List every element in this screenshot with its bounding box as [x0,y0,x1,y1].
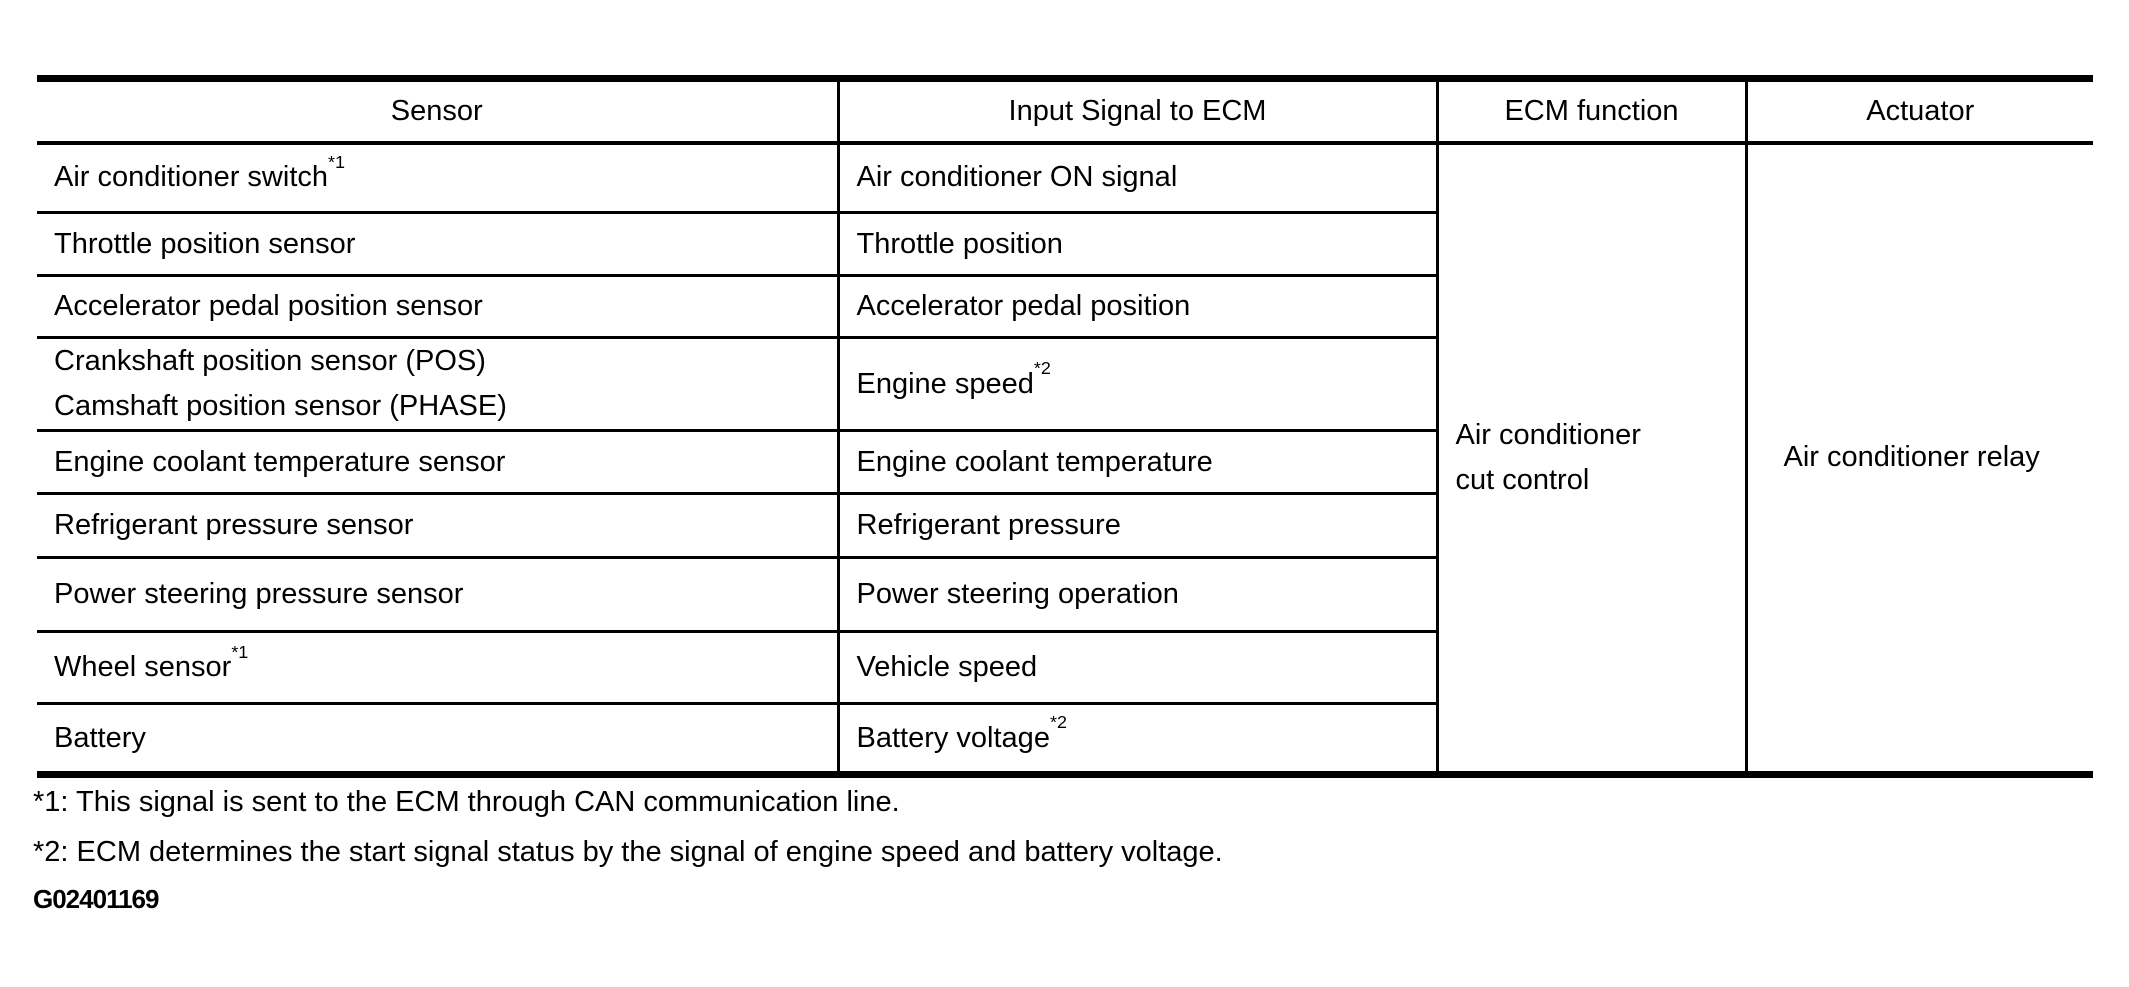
sensor-label: Wheel sensor [54,651,232,683]
actuator-cell [1746,143,2093,775]
ecm-function-cell [1437,143,1746,775]
input-signal-cell [838,494,1437,558]
table-header [37,79,2093,143]
sensor-text [54,339,837,384]
header-actuator: Actuator [1746,79,2093,143]
input-signal-text [856,358,1436,407]
input-signal-label: Accelerator pedal position [856,290,1191,322]
sensor-text [54,222,837,267]
sensor-label: Throttle position sensor [54,227,356,260]
input-signal-cell [838,704,1437,775]
sensor-label: Crankshaft position sensor (POS) [54,345,486,377]
header-row [37,79,2093,143]
footnote-2: *2: ECM determines the start signal status by the signal of engine speed and battery voltage. [33,836,1223,868]
input-signal-label: Air conditioner ON signal [856,161,1178,194]
table-body [37,143,2093,775]
ecm-table-wrapper [37,75,2093,778]
sensor-cell [37,431,838,494]
actuator-label: Air conditioner relay [1783,441,2040,474]
input-signal-text [857,440,1436,485]
sensor-text [54,152,837,200]
input-signal-cell [838,431,1437,494]
footnote-1: *1: This signal is sent to the ECM through CAN communication line. [33,786,900,818]
sensor-cell [37,558,838,632]
sensor-cell [37,494,838,558]
input-signal-cell [838,558,1437,632]
sensor-text [54,572,837,617]
sensor-label: Battery [54,721,146,754]
input-signal-text [857,222,1436,267]
input-signal-text [856,712,1436,761]
table-row [37,143,2093,213]
ecm-function-line2: cut control [1455,463,1590,496]
input-signal-cell [838,338,1437,431]
header-sensor: Sensor [37,79,838,143]
sensor-label-line2: Camshaft position sensor (PHASE) [54,390,507,422]
sensor-label: Air conditioner switch [54,161,328,194]
input-signal-label: Battery voltage [856,721,1050,754]
sensor-text [54,503,837,548]
input-signal-cell [838,276,1437,338]
sensor-label: Refrigerant pressure sensor [54,509,414,541]
input-signal-cell [838,632,1437,704]
footnote-marker: *2 [1033,358,1051,379]
sensor-cell [37,338,838,431]
input-signal-label: Vehicle speed [856,651,1038,683]
sensor-label: Accelerator pedal position sensor [54,290,483,322]
input-signal-label: Engine speed [856,367,1034,400]
footnote-marker: *2 [1049,712,1067,733]
sensor-text [54,284,837,329]
figure-id: G02401169 [33,884,159,914]
sensor-cell [37,143,838,213]
input-signal-text [857,503,1436,548]
input-signal-text [857,572,1436,617]
ecm-function-line1: Air conditioner [1455,418,1641,451]
sensor-label: Power steering pressure sensor [54,578,464,610]
header-input-signal: Input Signal to ECM [838,79,1437,143]
sensor-text [54,641,837,690]
footnote-marker: *1 [231,641,249,662]
input-signal-label: Engine coolant temperature [856,445,1213,478]
input-signal-label: Refrigerant pressure [856,509,1121,541]
sensor-text [54,716,837,761]
input-signal-label: Throttle position [856,227,1063,260]
sensor-cell [37,632,838,704]
input-signal-text [857,155,1436,200]
input-signal-text [857,645,1436,690]
sensor-label: Engine coolant temperature sensor [54,445,506,478]
input-signal-label: Power steering operation [856,578,1179,610]
input-signal-cell [838,143,1437,213]
input-signal-cell [838,213,1437,276]
input-signal-text [857,284,1436,329]
sensor-cell [37,213,838,276]
header-ecm-function: ECM function [1437,79,1746,143]
sensor-cell [37,276,838,338]
footnote-marker: *1 [328,152,345,173]
sensor-cell [37,704,838,775]
ecm-input-output-table [37,75,2093,778]
sensor-text [54,440,837,485]
